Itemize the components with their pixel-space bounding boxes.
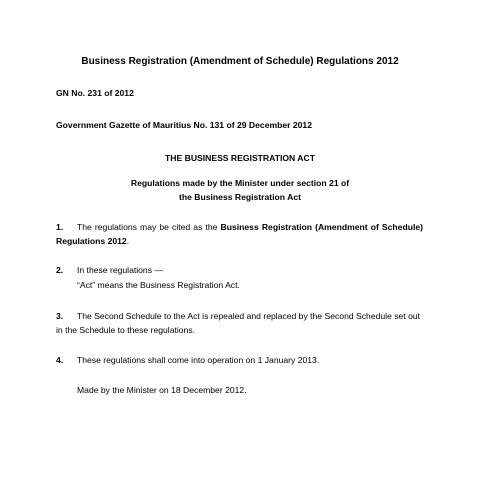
paragraph-1-citation-title-cont: Regulations 2012 — [56, 236, 127, 246]
paragraph-2-number: 2. — [56, 265, 64, 275]
paragraph-1-line1 — [77, 222, 423, 233]
document-title: Business Registration (Amendment of Schedule) Regulations 2012 — [81, 56, 399, 67]
paragraph-2-text: In these regulations — — [77, 265, 163, 275]
gazette-reference: Government Gazette of Mauritius No. 131 of 29 December 2012 — [56, 120, 312, 130]
regulations-intro-line2: the Business Registration Act — [179, 192, 301, 202]
gn-number: GN No. 231 of 2012 — [56, 88, 134, 98]
paragraph-3-line1: The Second Schedule to the Act is repealed and replaced by the Second Schedule set out — [77, 311, 421, 321]
paragraph-1-line2 — [56, 236, 129, 247]
paragraph-1-text: The regulations may be cited as the — [77, 222, 221, 232]
made-by-statement: Made by the Minister on 18 December 2012. — [77, 385, 247, 395]
paragraph-3-line2: in the Schedule to these regulations. — [56, 325, 196, 335]
paragraph-4-number: 4. — [56, 355, 64, 365]
act-heading: THE BUSINESS REGISTRATION ACT — [165, 153, 315, 163]
paragraph-3-number: 3. — [56, 311, 64, 321]
paragraph-1-end: . — [126, 236, 130, 246]
paragraph-2-definition: “Act” means the Business Registration Act. — [77, 280, 240, 290]
paragraph-1-number: 1. — [56, 222, 64, 232]
paragraph-1-citation-title: Business Registration (Amendment of Schedule) — [220, 222, 423, 232]
regulations-intro-line1: Regulations made by the Minister under section 21 of — [130, 178, 350, 188]
paragraph-4-text: These regulations shall come into operation on 1 January 2013. — [77, 355, 320, 365]
